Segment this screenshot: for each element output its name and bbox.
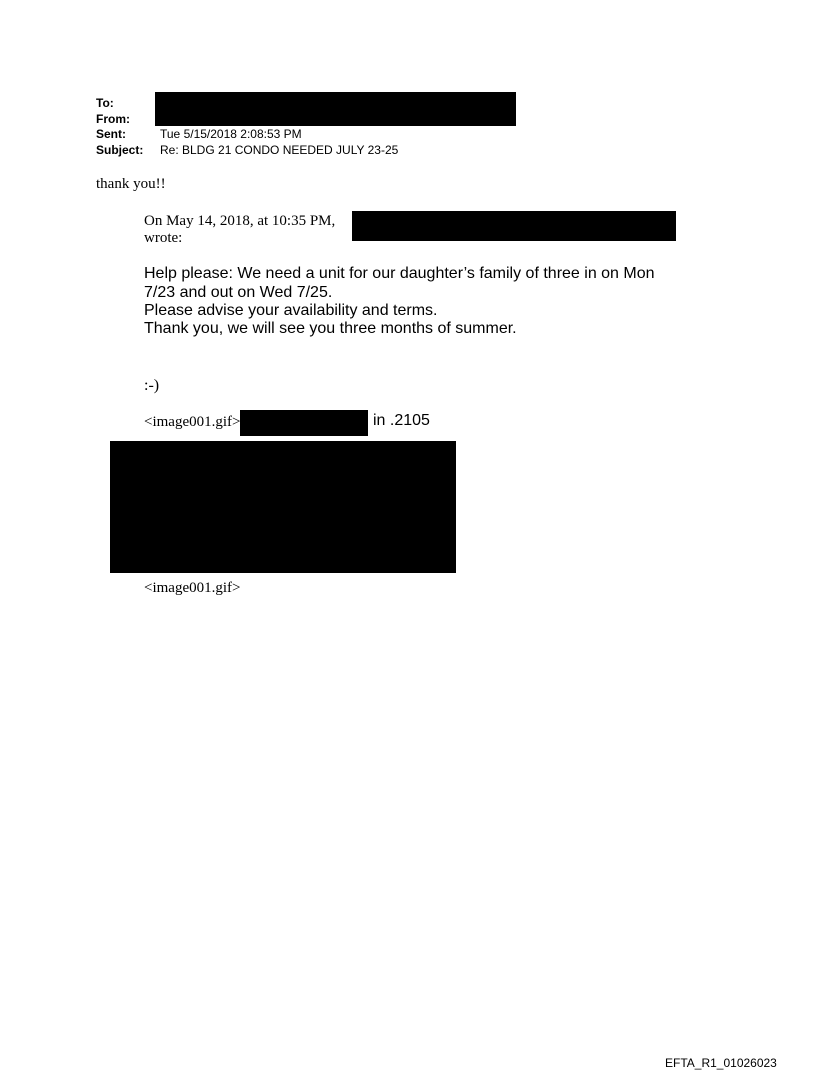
quoted-attribution-prefix: On May 14, 2018, at 10:35 PM, bbox=[144, 213, 336, 229]
smiley-text: :-) bbox=[144, 377, 160, 394]
message-line: Please advise your availability and terms. bbox=[144, 302, 438, 319]
signature-image-placeholder: <image001.gif> bbox=[144, 414, 241, 430]
to-label: To: bbox=[96, 96, 114, 110]
redaction-signature-name bbox=[240, 410, 368, 436]
redaction-sender-name bbox=[352, 211, 676, 241]
from-label: From: bbox=[96, 112, 130, 126]
quoted-attribution-suffix: wrote: bbox=[144, 230, 183, 246]
bates-number: EFTA_R1_01026023 bbox=[665, 1056, 777, 1070]
message-line: Help please: We need a unit for our daughter’s family of three in on Mon bbox=[144, 265, 655, 282]
subject-label: Subject: bbox=[96, 143, 144, 157]
message-line: Thank you, we will see you three months of summer. bbox=[144, 320, 517, 337]
subject-value: Re: BLDG 21 CONDO NEEDED JULY 23-25 bbox=[160, 143, 399, 157]
message-line: 7/23 and out on Wed 7/25. bbox=[144, 284, 333, 301]
redaction-signature-block bbox=[110, 441, 456, 573]
signature-text-fragment: in .2105 bbox=[373, 412, 430, 429]
sent-value: Tue 5/15/2018 2:08:53 PM bbox=[160, 127, 302, 141]
sent-label: Sent: bbox=[96, 127, 126, 141]
redaction-to-from bbox=[155, 92, 516, 126]
reply-body: thank you!! bbox=[96, 176, 166, 192]
signature-image-placeholder: <image001.gif> bbox=[144, 580, 241, 596]
